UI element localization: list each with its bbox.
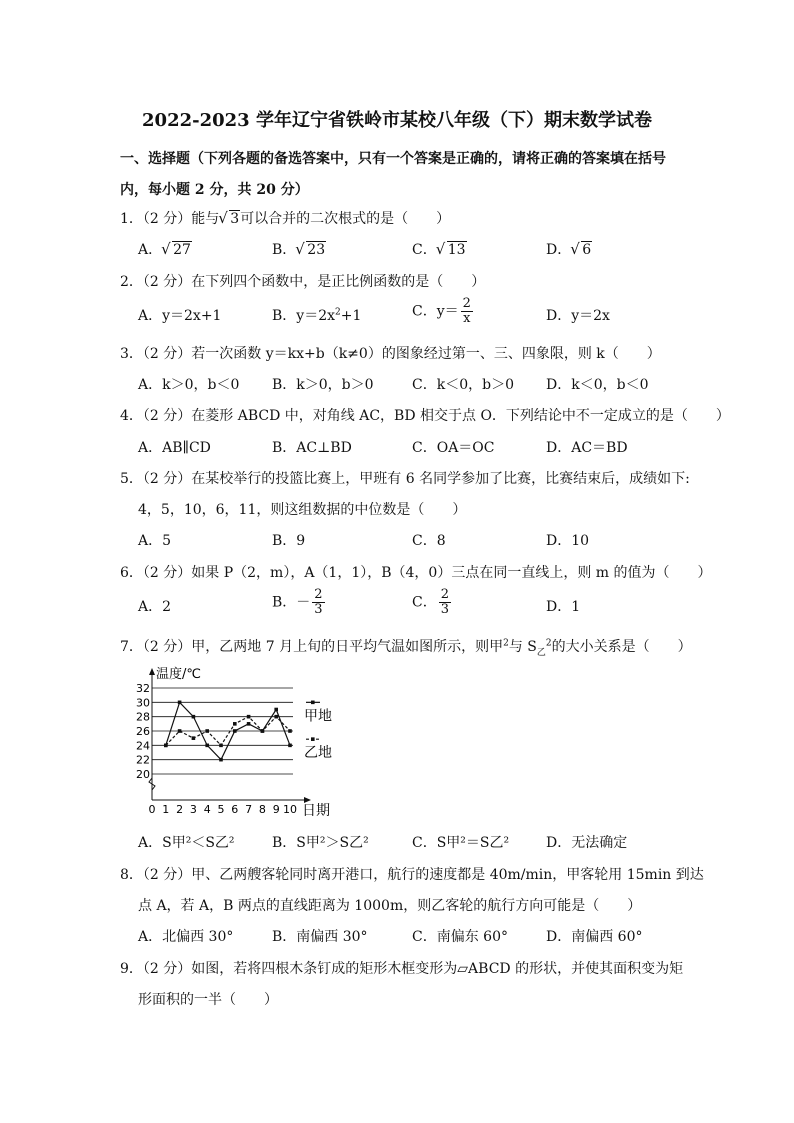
q8-option-c: C．南偏东 60° <box>412 929 508 945</box>
q7-option-a: A．S甲²＜S乙² <box>138 835 235 851</box>
q6-option-a: A．2 <box>138 599 172 615</box>
sqrt-radical: √ 3 <box>219 211 240 227</box>
x-tick-label: 5 <box>217 803 225 816</box>
y-axis-arrow <box>149 668 155 675</box>
y-axis-label: 温度/℃ <box>156 667 201 682</box>
data-point <box>219 758 223 762</box>
data-point <box>192 736 196 740</box>
legend-marker <box>311 737 315 741</box>
y-tick-label: 24 <box>136 739 150 753</box>
section-heading-line1: 一、选择题（下列各题的备选答案中，只有一个答案是正确的，请将正确的答案填在括号 <box>120 151 666 167</box>
x-tick-label: 9 <box>272 803 280 816</box>
q3-option-a: A．k＞0，b＜0 <box>138 377 240 393</box>
q1-suffix: 可以合并的二次根式的是（ ） <box>240 211 451 227</box>
data-point <box>192 715 196 719</box>
q1-option-b: B．√ 23 <box>272 239 326 259</box>
question-5-line2: 4，5，10，6，11，则这组数据的中位数是（ ） <box>138 502 467 518</box>
q8-option-b: B．南偏西 30° <box>272 929 368 945</box>
q2-option-a: A．y＝2x+1 <box>138 308 222 324</box>
x-tick-label: 3 <box>189 803 197 816</box>
data-point <box>233 722 237 726</box>
q4-option-b: B．AC⊥BD <box>272 440 352 456</box>
q3-option-d: D．k＜0，b＜0 <box>546 377 649 393</box>
question-3: 3．（2 分）若一次函数 y＝kx+b（k≠0）的图象经过第一、三、四象限，则 k（ ） <box>120 346 661 362</box>
question-4: 4．（2 分）在菱形 ABCD 中，对角线 AC，BD 相交于点 O．下列结论中不一定成立的是（ ） <box>120 408 730 424</box>
data-point <box>288 744 292 748</box>
q3-option-b: B．k＞0，b＞0 <box>272 377 374 393</box>
q3-option-c: C．k＜0，b＞0 <box>412 377 514 393</box>
question-8-line2: 点 A，若 A，B 两点的直线距离为 1000m，则乙客轮的航行方向可能是（ ） <box>138 898 642 914</box>
y-tick-label: 30 <box>136 696 150 710</box>
x-tick-label: 0 <box>148 803 156 816</box>
q2-option-b: B．$y=2x^2+1$ <box>272 307 362 324</box>
y-tick-label: 26 <box>136 725 150 738</box>
question-8-line1: 8．（2 分）甲、乙两艘客轮同时离开港口，航行的速度都是 40m/min，甲客轮用 15min 到达 <box>120 867 704 883</box>
legend-marker <box>311 701 315 705</box>
q1-option-c: C．√ 13 <box>412 239 467 259</box>
question-2: 2．（2 分）在下列四个函数中，是正比例函数的是（ ） <box>120 274 486 290</box>
data-point <box>274 715 278 719</box>
q4-option-a: A．AB∥CD <box>138 440 211 456</box>
y-tick-label: 32 <box>136 682 150 695</box>
q5-option-b: B．9 <box>272 533 306 549</box>
x-tick-label: 2 <box>176 803 184 816</box>
x-axis-label: 日期 <box>302 803 330 816</box>
q1-option-d: D．√ 6 <box>546 239 592 259</box>
temperature-line-chart <box>128 664 348 816</box>
q5-option-d: D．10 <box>546 533 590 549</box>
x-tick-label: 10 <box>283 803 297 816</box>
x-tick-label: 8 <box>258 803 266 816</box>
data-point <box>288 729 292 733</box>
question-7: 7．（2 分）甲，乙两地 7 月上旬的日平均气温如图所示，则甲$^2$与 $S_乙^2$的大小关系是（ ） <box>120 638 692 658</box>
q8-option-d: D．南偏西 60° <box>546 929 643 945</box>
question-6: 6．（2 分）如果 P（2，m），A（1，1），B（4，0）三点在同一直线上，则 m 的值为（ ） <box>120 565 712 581</box>
question-9-line1: 9．（2 分）如图，若将四根木条钉成的矩形木框变形为▱ABCD 的形状，并使其面积变为矩 <box>120 961 684 977</box>
fraction: $\frac{2}{x}$ <box>462 296 471 326</box>
question-9-line2: 形面积的一半（ ） <box>138 992 278 1008</box>
y-tick-label: 20 <box>136 768 150 781</box>
exam-title: 2022-2023 学年辽宁省铁岭市某校八年级（下）期末数学试卷 <box>142 110 652 131</box>
q1-prefix: 1．（2 分）能与 <box>120 211 220 227</box>
q8-option-a: A．北偏西 30° <box>138 929 234 945</box>
q6-option-d: D．1 <box>546 599 581 615</box>
q5-option-c: C．8 <box>412 533 446 549</box>
data-point <box>261 729 265 733</box>
q2-option-d: D．y＝2x <box>546 308 610 324</box>
data-point <box>233 729 237 733</box>
q7-option-d: D．无法确定 <box>546 835 628 851</box>
q7-option-b: B．S甲²＞S乙² <box>272 835 369 851</box>
q4-option-c: C．OA＝OC <box>412 440 495 456</box>
question-1 <box>120 208 450 228</box>
x-tick-label: 7 <box>245 803 253 816</box>
x-tick-label: 6 <box>231 803 239 816</box>
legend-label: 甲地 <box>304 708 332 725</box>
q1-option-a: A．√ 27 <box>138 239 192 259</box>
data-point <box>178 701 182 705</box>
data-point <box>178 729 182 733</box>
y-tick-label: 22 <box>136 753 150 767</box>
q6-option-b: B．－ $\frac{2}{3}$ <box>272 587 323 617</box>
data-point <box>164 744 168 748</box>
y-tick-label: 28 <box>136 710 150 724</box>
data-point <box>247 715 251 719</box>
q6-option-c: C． $\frac{2}{3}$ <box>412 587 449 617</box>
data-point <box>274 708 278 712</box>
data-point <box>247 722 251 726</box>
q5-option-a: A．5 <box>138 533 172 549</box>
x-tick-label: 1 <box>162 803 170 816</box>
section-heading-line2: 内，每小题 2 分，共 20 分） <box>120 182 309 198</box>
q2-option-c: C．y＝ $\frac{2}{x}$ <box>412 296 471 326</box>
data-point <box>205 744 209 748</box>
legend-label: 乙地 <box>304 745 332 762</box>
q7-option-c: C．S甲²＝S乙² <box>412 835 510 851</box>
data-point <box>219 744 223 748</box>
q4-option-d: D．AC＝BD <box>546 440 628 456</box>
question-5-line1: 5．（2 分）在某校举行的投篮比赛上，甲班有 6 名同学参加了比赛，比赛结束后，成绩如下: <box>120 471 690 487</box>
data-point <box>205 729 209 733</box>
x-tick-label: 4 <box>203 803 211 816</box>
